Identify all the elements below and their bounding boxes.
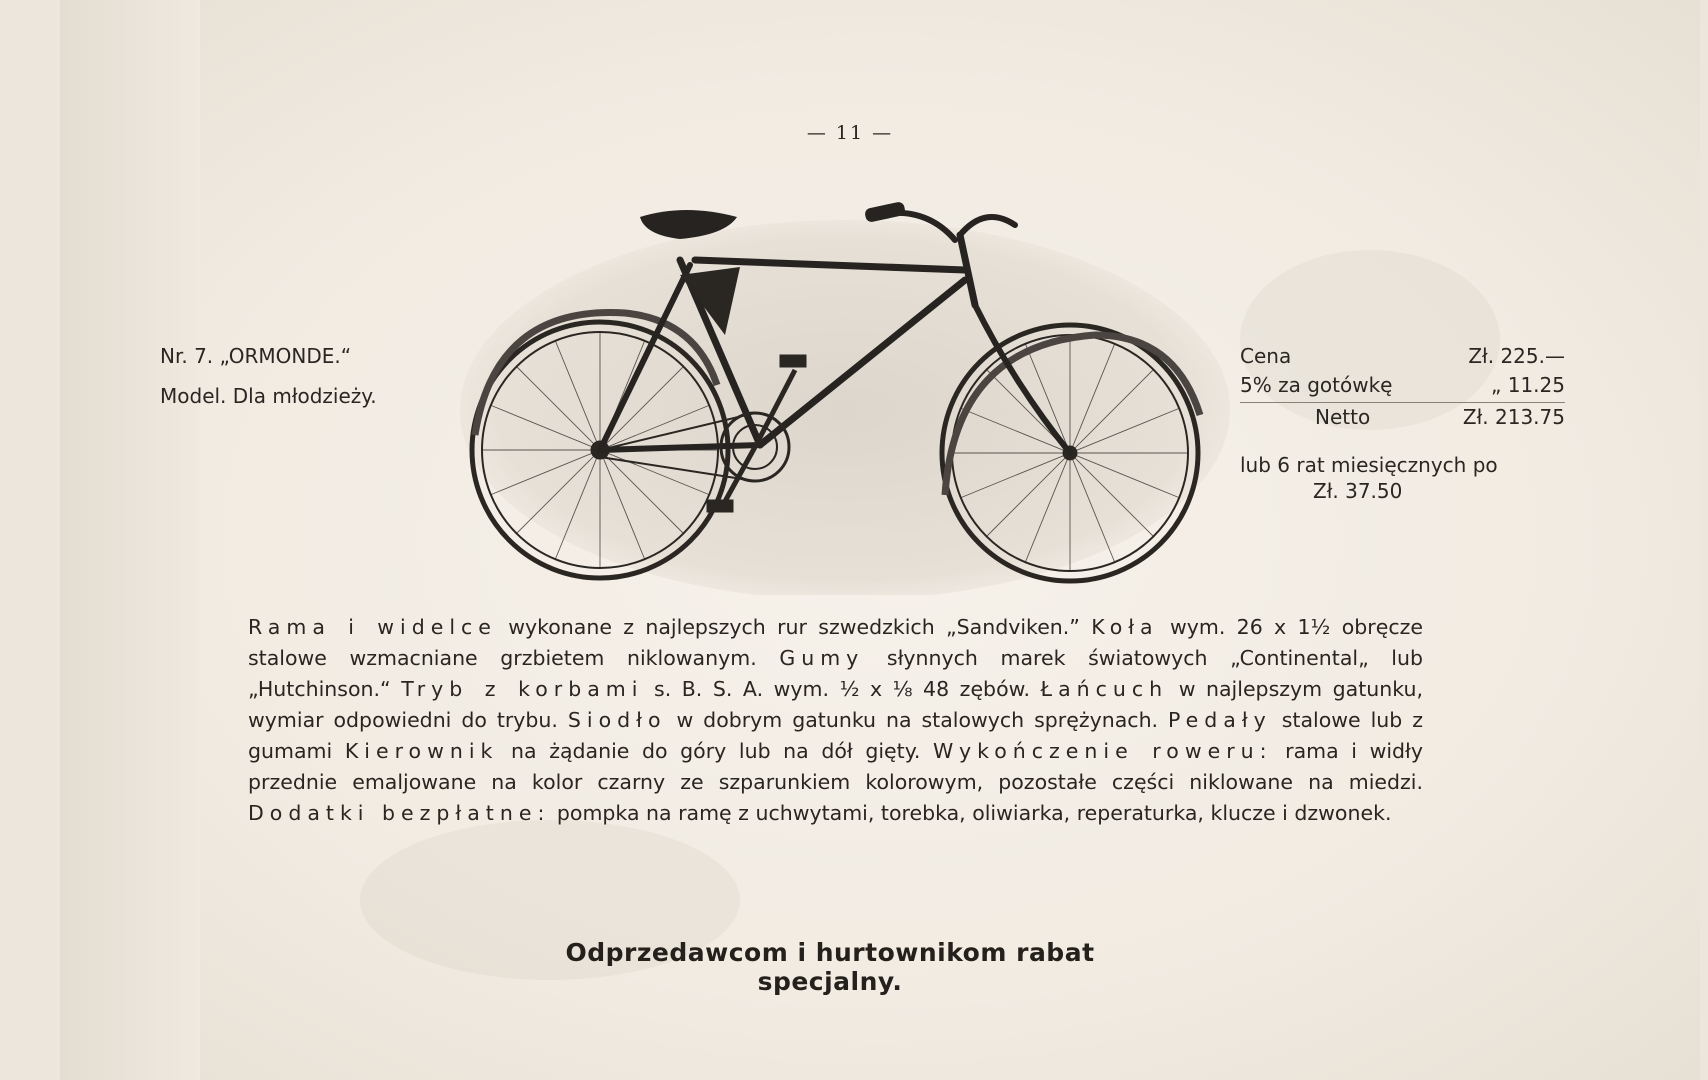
installments-text: lub 6 rat miesięcznych po [1240, 453, 1498, 477]
desc-term: Kierownik [344, 739, 499, 763]
price-row-cena [1240, 344, 1565, 373]
model-number-name: Nr. 7. „ORMONDE.“ [160, 344, 352, 368]
desc-term: Dodatki bezpłatne: [248, 801, 551, 825]
desc-text: w dobrym gatunku na stalowych sprężynach. [666, 708, 1169, 732]
price-label: 5% za gotówkę [1240, 373, 1393, 397]
desc-term: Koła [1091, 615, 1159, 639]
desc-text: na żądanie do góry lub na dół gięty. [498, 739, 934, 763]
desc-term: Pedały [1168, 708, 1272, 732]
desc-text: wym. 26 x 1½ obręcze stalowe wzmacniane grzbietem niklowanym. [248, 615, 1423, 670]
page-edge-shadow [60, 0, 200, 1080]
desc-term: Łańcuch [1040, 677, 1169, 701]
installment-amount: Zł. 37.50 [1313, 479, 1403, 503]
desc-text: wykonane z najlepszych rur szwedzkich „Sandviken.” [496, 615, 1092, 639]
dealer-discount-note: Odprzedawcom i hurtownikom rabat specjalny. [565, 938, 1095, 996]
installments-block [1240, 452, 1565, 504]
desc-text: s. B. S. A. wym. ½ x ⅛ 48 zębów. [643, 677, 1041, 701]
model-category: Model. Dla młodzieży. [160, 384, 377, 408]
handlebar-grip [864, 201, 906, 223]
desc-term: Tryb z korbami [401, 677, 644, 701]
photo-background [460, 220, 1230, 595]
price-value: „ 11.25 [1491, 373, 1565, 397]
model-title-block [160, 336, 377, 416]
desc-text: pompka na ramę z uchwytami, torebka, oliwiarka, reperaturka, klucze i dzwonek. [550, 801, 1392, 825]
price-value: Zł. 225.— [1468, 344, 1565, 368]
price-row-discount [1240, 373, 1565, 402]
desc-term: Siodło [567, 708, 667, 732]
price-label: Cena [1240, 344, 1292, 368]
price-block [1240, 344, 1565, 504]
bicycle-illustration [455, 195, 1235, 595]
page-number: — 11 — [806, 122, 894, 144]
desc-text: stalowe lub z gumami [248, 708, 1423, 763]
desc-text: w najlepszym gatunku, wymiar odpowiedni do trybu. [248, 677, 1423, 732]
desc-term: Gumy [779, 646, 865, 670]
price-value: Zł. 213.75 [1462, 405, 1565, 429]
desc-term: Wykończenie roweru: [933, 739, 1273, 763]
desc-text: słynnych marek światowych „Continental„ lub „Hutchinson.“ [248, 646, 1423, 701]
price-row-netto [1240, 402, 1565, 434]
desc-term: Rama i widelce [248, 615, 497, 639]
price-label: Netto [1315, 405, 1371, 429]
desc-text: rama i widły przednie emaljowane na kolor czarny ze szparunkiem kolorowym, pozostałe części niklowane na miedzi. [248, 739, 1424, 794]
product-description [248, 612, 1423, 829]
